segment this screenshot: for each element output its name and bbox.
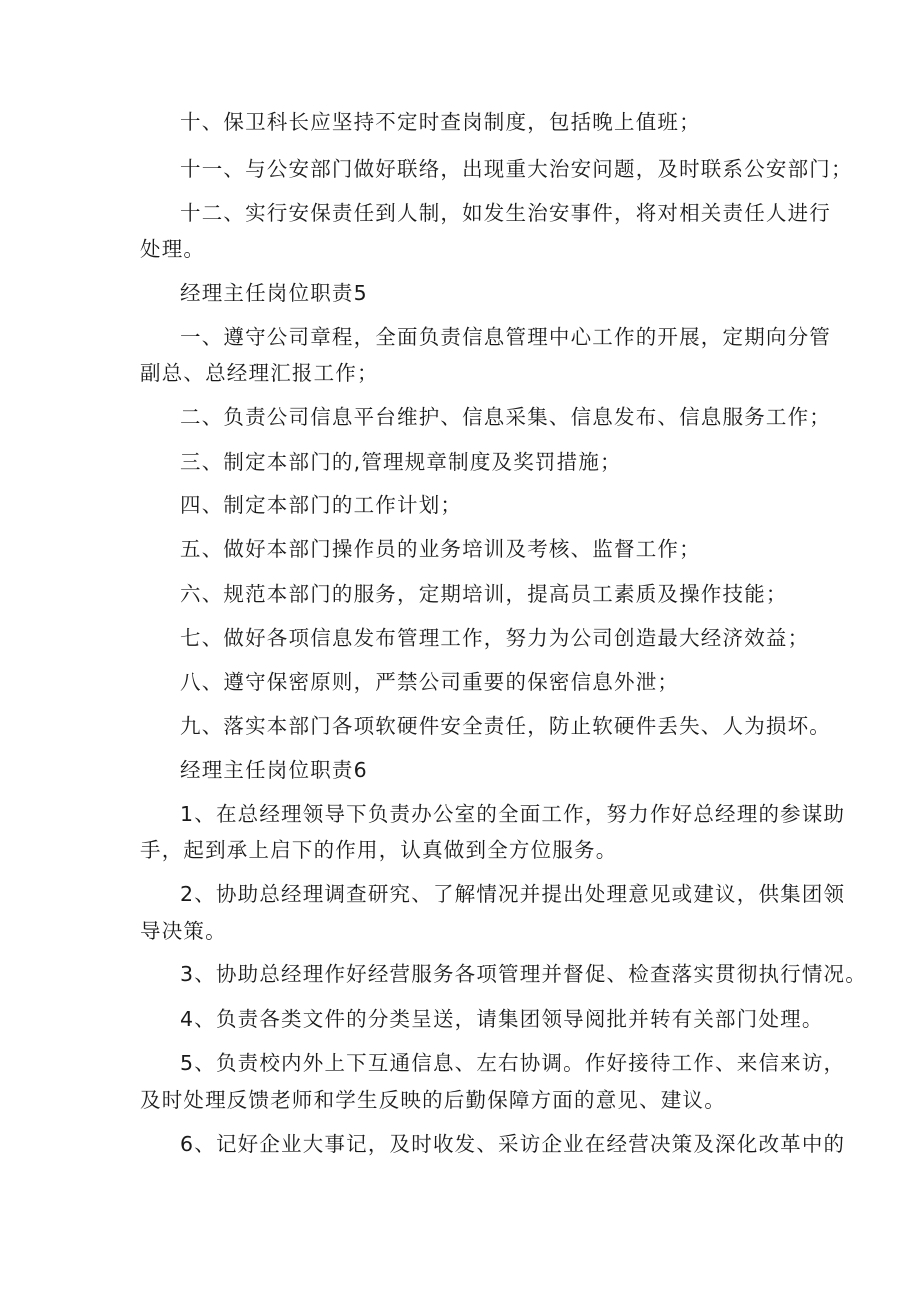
paragraph-line: 手，起到承上启下的作用，认真做到全方位服务。 <box>140 838 618 862</box>
paragraph-line: 二、负责公司信息平台维护、信息采集、信息发布、信息服务工作； <box>180 405 831 429</box>
paragraph-line: 一、遵守公司章程，全面负责信息管理中心工作的开展，定期向分管 <box>180 325 831 349</box>
paragraph-line: 处理。 <box>140 237 206 261</box>
paragraph-line: 5、负责校内外上下互通信息、左右协调。作好接待工作、来信来访， <box>180 1051 846 1075</box>
paragraph-line: 4、负责各类文件的分类呈送，请集团领导阅批并转有关部门处理。 <box>180 1007 824 1031</box>
paragraph-line: 七、做好各项信息发布管理工作，努力为公司创造最大经济效益； <box>180 626 810 650</box>
paragraph-line: 五、做好本部门操作员的业务培训及考核、监督工作； <box>180 537 701 561</box>
paragraph-line: 6、记好企业大事记，及时收发、采访企业在经营决策及深化改革中的 <box>180 1132 846 1156</box>
paragraph-line: 1、在总经理领导下负责办公室的全面工作，努力作好总经理的参谋助 <box>180 802 846 826</box>
paragraph-line: 2、协助总经理调查研究、了解情况并提出处理意见或建议，供集团领 <box>180 882 846 906</box>
section-heading: 经理主任岗位职责6 <box>180 758 368 782</box>
paragraph-line: 十二、实行安保责任到人制，如发生治安事件，将对相关责任人进行 <box>180 201 831 225</box>
section-heading: 经理主任岗位职责5 <box>180 281 368 305</box>
paragraph-line: 3、协助总经理作好经营服务各项管理并督促、检查落实贯彻执行情况。 <box>180 962 867 986</box>
paragraph-line: 九、落实本部门各项软硬件安全责任，防止软硬件丢失、人为损坏。 <box>180 714 831 738</box>
paragraph-line: 及时处理反馈老师和学生反映的后勤保障方面的意见、建议。 <box>140 1088 726 1112</box>
paragraph-line: 六、规范本部门的服务，定期培训，提高员工素质及操作技能； <box>180 582 788 606</box>
paragraph-line: 十一、与公安部门做好联络，出现重大治安问题，及时联系公安部门； <box>180 157 853 181</box>
paragraph-line: 十、保卫科长应坚持不定时查岗制度，包括晚上值班； <box>180 110 701 134</box>
paragraph-line: 副总、总经理汇报工作； <box>140 361 379 385</box>
paragraph-line: 四、制定本部门的工作计划； <box>180 493 463 517</box>
paragraph-line: 八、遵守保密原则，严禁公司重要的保密信息外泄； <box>180 670 680 694</box>
paragraph-line: 三、制定本部门的,管理规章制度及奖罚措施； <box>180 450 622 474</box>
paragraph-line: 导决策。 <box>140 919 227 943</box>
